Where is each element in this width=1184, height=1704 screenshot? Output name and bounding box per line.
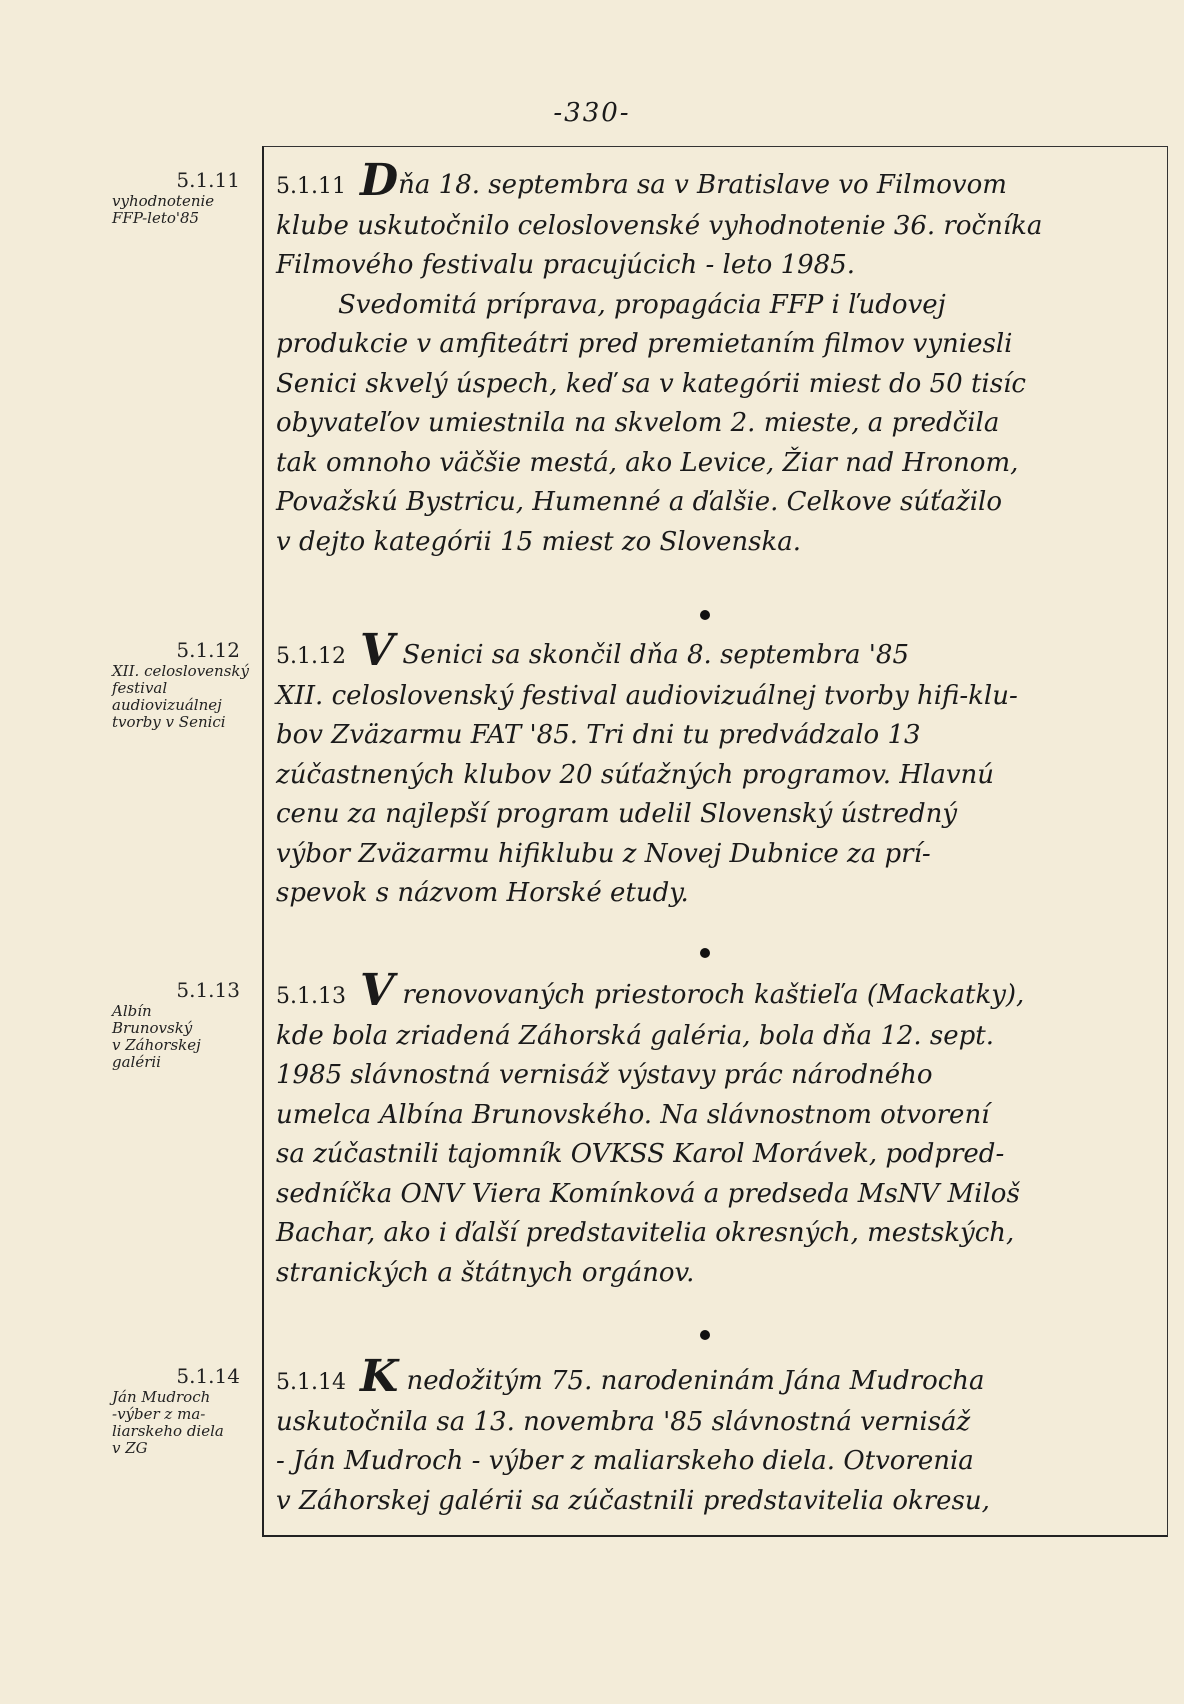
- entry-line: nedožitým 75. narodeninám Jána Mudrocha: [398, 1366, 985, 1396]
- entry-line: uskutočnila sa 13. novembra '85 slávnostná vernisáž: [276, 1406, 971, 1437]
- entry-line: stranických a štátnych orgánov.: [276, 1257, 695, 1288]
- entry-code: 5.1.13: [276, 984, 346, 1009]
- entry-line: zúčastnených klubov 20 súťažných programov. Hlavnú: [276, 759, 994, 790]
- entry-initial: K: [359, 1351, 399, 1402]
- entry-line: v dejto kategórii 15 miest zo Slovenska.: [276, 526, 801, 557]
- entry-line: sa zúčastnili tajomník OVKSS Karol Morávek, podpred-: [276, 1139, 1005, 1169]
- entry-code: 5.1.14: [276, 1370, 346, 1395]
- entry-line: XII. celoslovenský festival audiovizuálnej tvorby hifi-klu-: [276, 680, 1018, 711]
- entry-line: Senici skvelý úspech, keď sa v kategórii miest do 50 tisíc: [276, 368, 1026, 399]
- entry-line: bov Zväzarmu FAT '85. Tri dni tu predvádzalo 13: [276, 720, 921, 750]
- margin-note-5-1-11: [112, 168, 262, 227]
- entry-5-1-14: [276, 1351, 1156, 1521]
- margin-note-5-1-12: [112, 638, 262, 731]
- page-number: -330-: [553, 98, 631, 128]
- entry-line: Senici sa skončil dňa 8. septembra '85: [394, 640, 910, 670]
- entry-line: ňa 18. septembra sa v Bratislave vo Filmovom: [398, 170, 1007, 200]
- margin-label: vyhodnotenie FFP-leto'85: [112, 192, 215, 227]
- entry-initial: V: [359, 965, 395, 1016]
- entry-initial: V: [359, 625, 395, 676]
- entry-5-1-13: [276, 965, 1156, 1293]
- entry-line: cenu za najlepší program udelil Slovenský ústredný: [276, 799, 958, 829]
- entry-line: Považskú Bystricu, Humenné a ďalšie. Celkove súťažilo: [276, 487, 1003, 517]
- entry-line: spevok s názvom Horské etudy.: [276, 878, 689, 908]
- entry-line: sedníčka ONV Viera Komínková a predseda MsNV Miloš: [276, 1178, 1020, 1209]
- margin-code: 5.1.12: [176, 638, 240, 662]
- margin-note-5-1-13: [112, 978, 262, 1071]
- entry-code: 5.1.11: [276, 174, 346, 199]
- entry-line: umelca Albína Brunovského. Na slávnostnom otvorení: [276, 1099, 990, 1130]
- entry-line: v Záhorskej galérii sa zúčastnili predstavitelia okresu,: [276, 1485, 990, 1516]
- entry-line: Filmového festivalu pracujúcich - leto 1985.: [276, 250, 856, 280]
- margin-label: Ján Mudroch -výber z ma- liarskeho diela v ZG: [112, 1388, 224, 1457]
- entry-line: - Ján Mudroch - výber z maliarskeho diela. Otvorenia: [276, 1446, 974, 1476]
- entry-line: Bachar, ako i ďalší predstavitelia okresných, mestských,: [276, 1218, 1015, 1248]
- entry-code: 5.1.12: [276, 644, 346, 669]
- margin-code: 5.1.13: [176, 978, 240, 1002]
- entry-line: 1985 slávnostná vernisáž výstavy prác národného: [276, 1060, 933, 1090]
- section-separator-dot: [700, 948, 710, 958]
- entry-line: kde bola zriadená Záhorská galéria, bola dňa 12. sept.: [276, 1020, 995, 1051]
- margin-code: 5.1.14: [176, 1364, 240, 1388]
- entry-line: produkcie v amfiteátri pred premietaním filmov vyniesli: [276, 329, 1013, 359]
- entry-line: výbor Zväzarmu hifiklubu z Novej Dubnice za prí-: [276, 838, 931, 869]
- entry-line: Svedomitá príprava, propagácia FFP i ľudovej: [338, 289, 946, 320]
- section-separator-dot: [700, 1330, 710, 1340]
- margin-note-5-1-14: [112, 1364, 262, 1457]
- entry-line: tak omnoho väčšie mestá, ako Levice, Žiar nad Hronom,: [276, 447, 1019, 478]
- entry-line: renovovaných priestoroch kaštieľa (Mackatky),: [394, 980, 1025, 1010]
- entry-line: obyvateľov umiestnila na skvelom 2. mieste, a predčila: [276, 408, 1000, 438]
- margin-code: 5.1.11: [176, 168, 240, 192]
- entry-line: klube uskutočnilo celoslovenské vyhodnotenie 36. ročníka: [276, 210, 1043, 241]
- entry-initial: D: [359, 155, 399, 206]
- section-separator-dot: [700, 610, 710, 620]
- margin-label: Albín Brunovský v Záhorskej galérii: [112, 1002, 201, 1071]
- entry-5-1-11: [276, 155, 1156, 562]
- margin-label: XII. celoslovenský festival audiovizuálnej tvorby v Senici: [112, 662, 249, 731]
- entry-5-1-12: [276, 625, 1156, 914]
